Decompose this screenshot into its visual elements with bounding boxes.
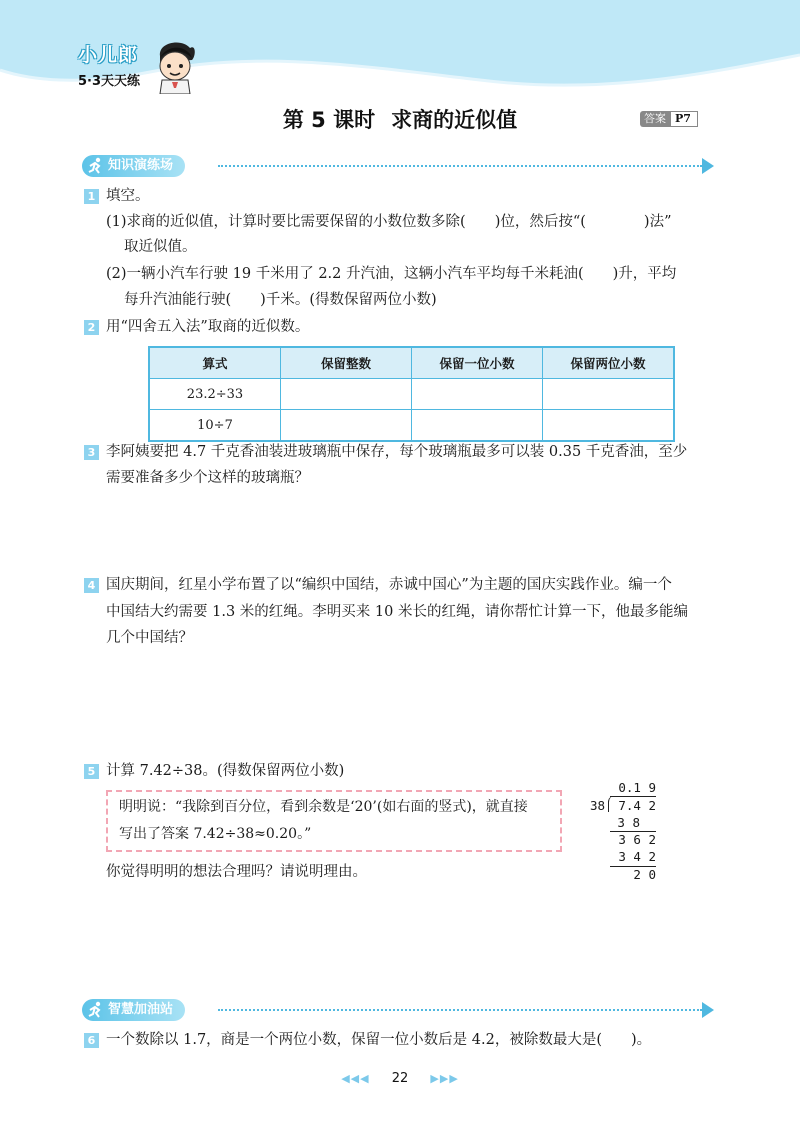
question-number-5: 5 — [84, 764, 99, 779]
page-number: 22 — [391, 1071, 409, 1086]
division-step3: 3 4 2 — [618, 849, 656, 864]
q1-part2-line1: (2)一辆小汽车行驶 19 千米用了 2.2 升汽油，这辆小汽车平均每千米耗油( )升，平均 — [106, 266, 677, 282]
runner-icon — [87, 157, 105, 175]
division-bracket — [608, 796, 615, 812]
q1-stem: 填空。 — [106, 188, 150, 204]
question-number-3: 3 — [84, 445, 99, 460]
table-cell-answer[interactable] — [543, 410, 675, 442]
next-page-icon: ▶▶▶ — [430, 1072, 459, 1085]
table-row — [149, 379, 674, 410]
section-practice-title: 知识演练场 — [108, 158, 174, 173]
q5-question: 你觉得明明的想法合理吗？请说明理由。 — [106, 864, 367, 880]
table-cell-answer[interactable] — [281, 379, 412, 410]
table-header-cell: 保留两位小数 — [543, 347, 675, 379]
division-step1: 3 8 — [617, 815, 640, 830]
table-cell-answer[interactable] — [281, 410, 412, 442]
answer-label: 答案 — [640, 111, 670, 127]
answer-page: P7 — [670, 111, 698, 127]
table-cell-answer[interactable] — [412, 379, 543, 410]
question-number-1: 1 — [84, 189, 99, 204]
q5-quote-line2: 写出了答案 7.42÷38≈0.20。” — [119, 826, 312, 842]
table-row — [149, 410, 674, 442]
division-remainder: 2 0 — [633, 867, 656, 882]
q4-line3: 几个中国结？ — [106, 630, 193, 646]
logo-title: 小儿郎 — [78, 44, 139, 66]
section-practice-arrow-icon — [702, 158, 714, 174]
section-practice-header — [82, 154, 716, 178]
division-step2: 3 6 2 — [618, 832, 656, 847]
section-wisdom-badge — [82, 999, 185, 1021]
question-number-2: 2 — [84, 320, 99, 335]
table-header-row — [149, 347, 674, 379]
logo-subtitle: 5·3天天练 — [78, 74, 141, 89]
lesson-number: 第 5 课时 — [282, 108, 376, 132]
section-practice-divider — [218, 165, 702, 167]
question-number-4: 4 — [84, 578, 99, 593]
rounding-table — [148, 346, 675, 442]
lesson-title: 求商的近似值 — [391, 108, 518, 132]
question-number-6: 6 — [84, 1033, 99, 1048]
table-header-cell: 算式 — [149, 347, 281, 379]
q6-line1: 一个数除以 1.7，商是一个两位小数，保留一位小数后是 4.2，被除数最大是( )。 — [106, 1032, 652, 1048]
division-bar — [610, 796, 656, 797]
table-cell-expression: 10÷7 — [149, 410, 281, 442]
table-header-cell: 保留整数 — [281, 347, 412, 379]
section-wisdom-arrow-icon — [702, 1002, 714, 1018]
q4-line1: 国庆期间，红星小学布置了以“编织中国结，赤诚中国心”为主题的国庆实践作业。编一个 — [106, 577, 672, 593]
answer-reference — [640, 111, 698, 127]
q5-quote-line1: 明明说：“我除到百分位，看到余数是‘20’(如右面的竖式)，就直接 — [119, 799, 528, 815]
runner-icon — [87, 1001, 105, 1019]
q1-part1-line2: 取近似值。 — [124, 239, 197, 255]
section-wisdom-divider — [218, 1009, 702, 1011]
division-dividend: 7.4 2 — [618, 798, 656, 813]
prev-page-icon: ◀◀◀ — [341, 1072, 370, 1085]
table-cell-answer[interactable] — [543, 379, 675, 410]
q3-line1: 李阿姨要把 4.7 千克香油装进玻璃瓶中保存，每个玻璃瓶最多可以装 0.35 千克香油，至少 — [106, 444, 688, 460]
table-cell-answer[interactable] — [412, 410, 543, 442]
q3-line2: 需要准备多少个这样的玻璃瓶？ — [106, 470, 309, 486]
mascot-boy-icon — [152, 38, 198, 94]
page-footer — [0, 1071, 800, 1086]
table-cell-expression: 23.2÷33 — [149, 379, 281, 410]
section-wisdom-title: 智慧加油站 — [108, 1002, 174, 1017]
table-header-cell: 保留一位小数 — [412, 347, 543, 379]
q2-stem: 用“四舍五入法”取商的近似数。 — [106, 319, 310, 335]
section-practice-badge — [82, 155, 185, 177]
section-wisdom-header — [82, 998, 716, 1022]
q4-line2: 中国结大约需要 1.3 米的红绳。李明买来 10 米长的红绳，请你帮忙计算一下，他最多能编 — [106, 604, 688, 620]
division-divisor: 38 — [590, 798, 606, 813]
division-quotient: 0.1 9 — [618, 780, 656, 795]
q5-stem: 计算 7.42÷38。(得数保留两位小数) — [106, 763, 345, 779]
q1-part1-line1: (1)求商的近似值，计算时要比需要保留的小数位数多除( )位，然后按“( )法” — [106, 214, 672, 230]
q1-part2-line2: 每升汽油能行驶( )千米。(得数保留两位小数) — [124, 292, 437, 308]
